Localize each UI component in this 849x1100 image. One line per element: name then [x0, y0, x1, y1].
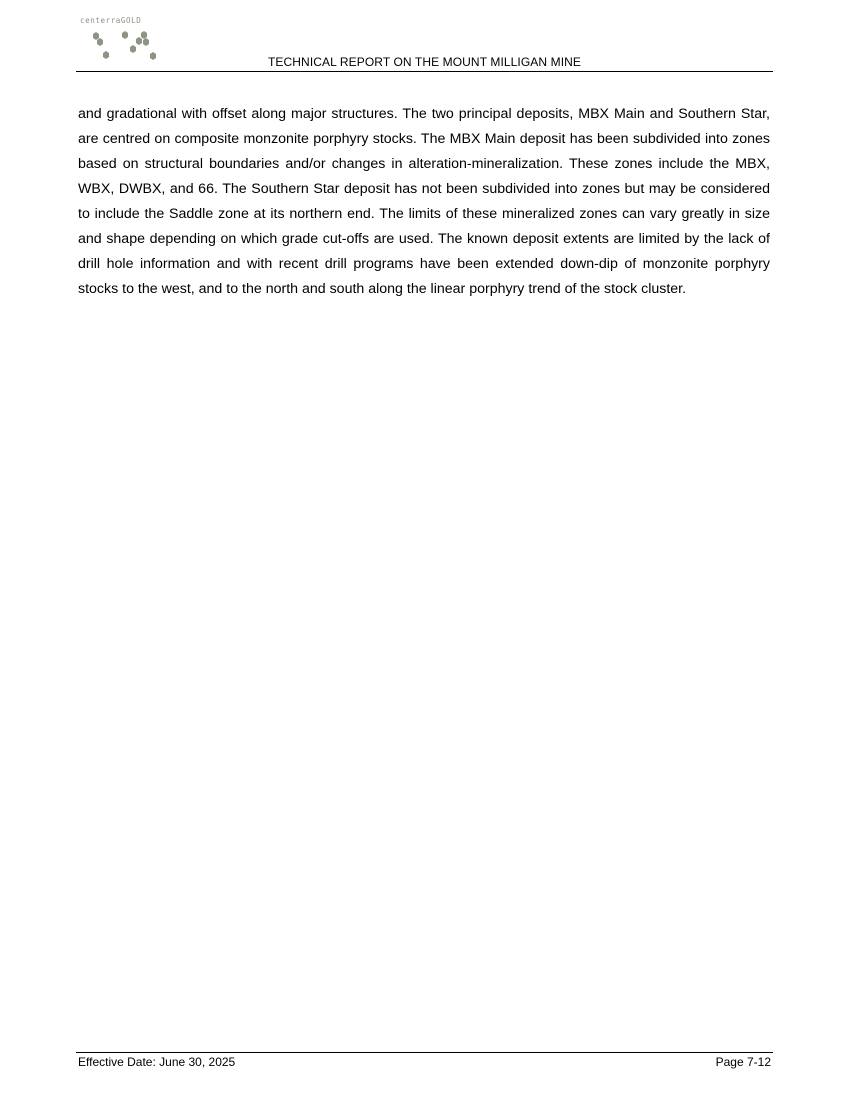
logo-wordmark: centerraGOLD	[80, 16, 142, 25]
page-number: Page 7-12	[715, 1055, 771, 1069]
report-title: TECHNICAL REPORT ON THE MOUNT MILLIGAN MINE	[267, 55, 581, 69]
body-paragraph: and gradational with offset along major structures. The two principal deposits, MBX Main and Southern Star, are centred on composite monzonite porphyry stocks. The MBX Main deposit has been subdivided into zones based on structural boundaries and/or changes in alteration-mineralization. These zones include the MBX, WBX, DWBX, and 66. The Southern Star deposit has not been subdivided into zones but may be considered to include the Saddle zone at its northern end. The limits of these mineralized zones can vary greatly in size and shape depending on which grade cut-offs are used. The known deposit extents are limited by the lack of drill hole information and with recent drill programs have been extended down-dip of monzonite porphyry stocks to the west, and to the north and south along the linear porphyry trend of the stock cluster.	[78, 106, 770, 297]
effective-date: Effective Date: June 30, 2025	[78, 1055, 236, 1069]
page-header	[76, 12, 773, 72]
page-footer	[76, 1052, 773, 1073]
